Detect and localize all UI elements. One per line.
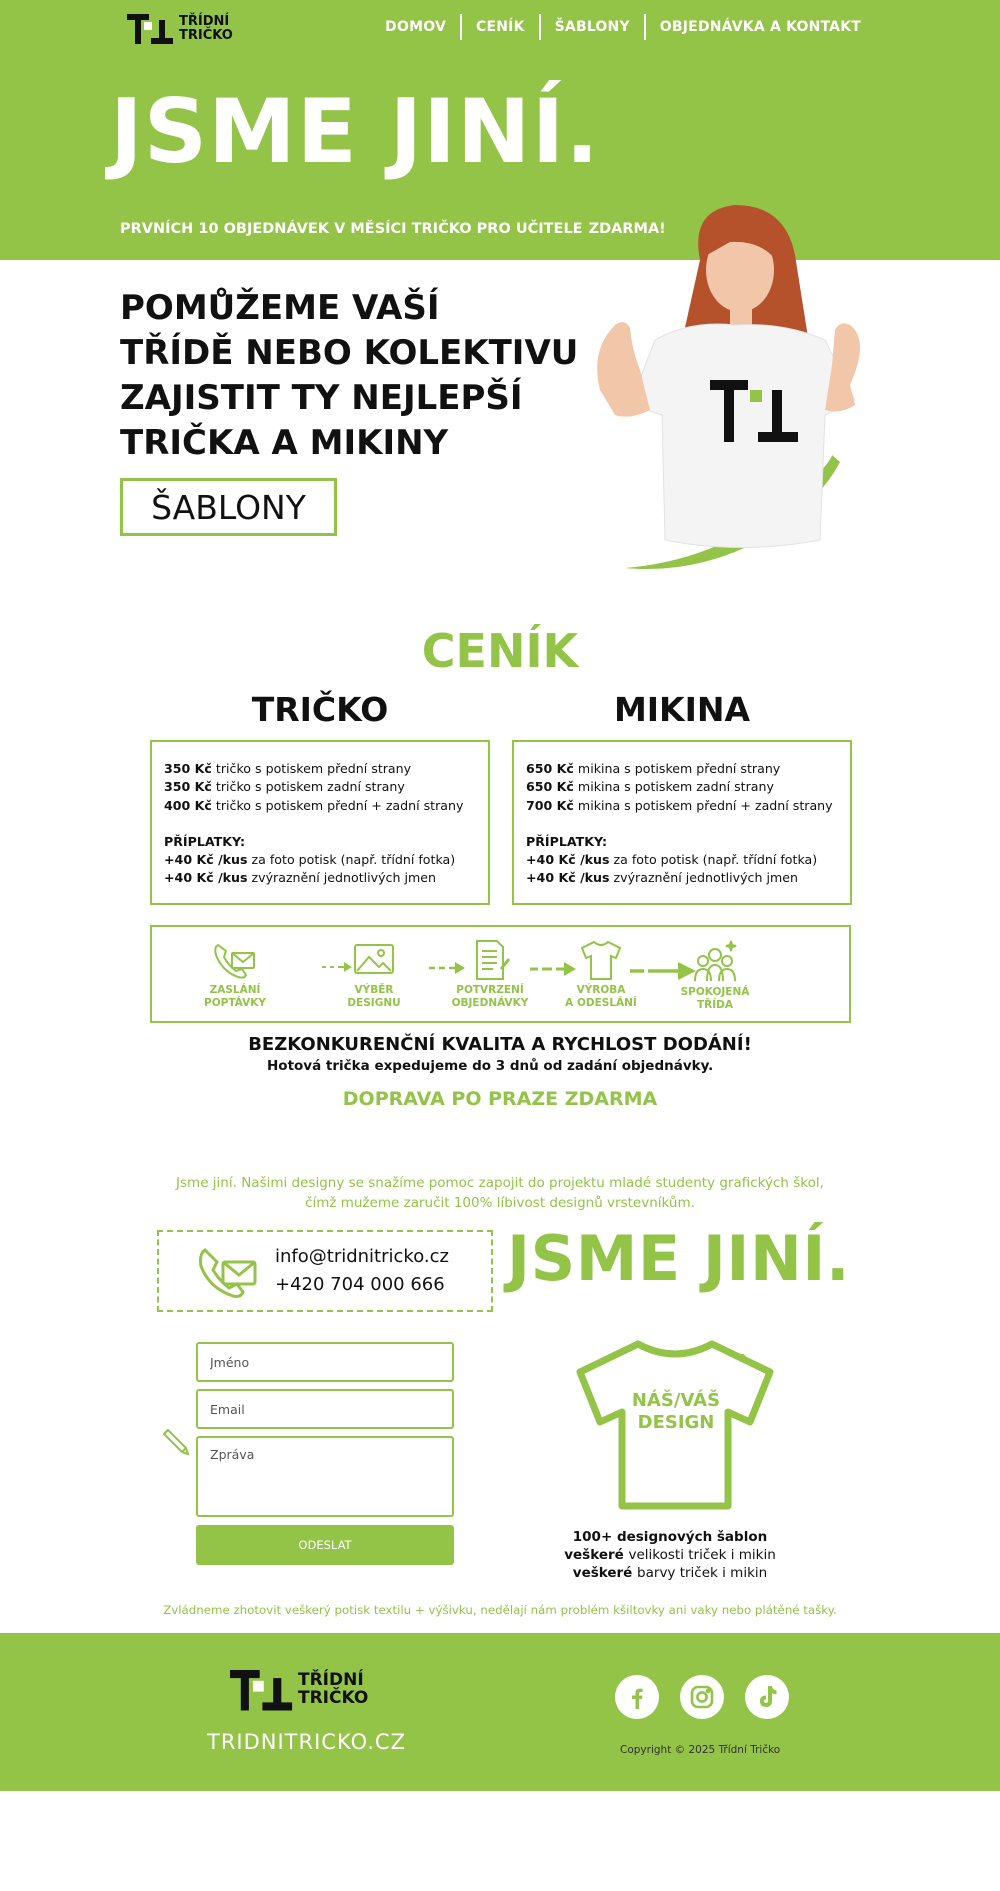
nav-objednavka[interactable]: OBJEDNÁVKA A KONTAKT bbox=[659, 19, 861, 35]
extra-price: +40 Kč /kus bbox=[526, 852, 610, 867]
about-text bbox=[150, 1173, 850, 1214]
logo-line-2: TRIČKO bbox=[179, 28, 233, 43]
price: 400 Kč bbox=[164, 797, 212, 813]
shipping-note: DOPRAVA PO PRAZE ZDARMA bbox=[342, 1088, 658, 1110]
step-label: TŘÍDA bbox=[697, 999, 733, 1012]
services-note: Zvládneme zhotovit veškerý potisk textilu + výšivku, nedělají nám problém kšiltovky ani vaky nebo plátěné tašky. bbox=[163, 1603, 837, 1617]
extra-price: +40 Kč /kus bbox=[164, 852, 248, 867]
image-icon bbox=[351, 939, 397, 981]
nav-domov[interactable]: DOMOV bbox=[385, 19, 446, 35]
extra-desc: zvýraznění jednotlivých jmen bbox=[251, 870, 436, 886]
contact-box bbox=[157, 1230, 493, 1312]
design-feature-bold: veškeré bbox=[572, 1565, 633, 1582]
hero-title: JSME JINÍ. bbox=[110, 80, 600, 183]
price-desc: mikina s potiskem přední + zadní strany bbox=[577, 797, 833, 813]
step-label: OBJEDNÁVKY bbox=[451, 997, 529, 1010]
email-field[interactable] bbox=[196, 1389, 454, 1429]
document-icon bbox=[467, 939, 513, 981]
extra-desc: za foto potisk (např. třídní fotka) bbox=[613, 852, 818, 867]
step-label: VÝBĚR bbox=[354, 984, 394, 996]
price-box-tricko bbox=[150, 740, 490, 905]
step-label: POTVRZENÍ bbox=[456, 984, 524, 996]
extra-price: +40 Kč /kus bbox=[526, 870, 610, 886]
process-step bbox=[180, 939, 290, 1010]
extras-title: PŘÍPLATKY: bbox=[164, 833, 246, 849]
price-desc: mikina s potiskem přední strany bbox=[577, 761, 781, 776]
price: 350 Kč bbox=[164, 779, 212, 795]
header-logo[interactable] bbox=[127, 14, 233, 44]
about-line: Jsme jiní. Našimi designy se snažíme pomoc zapojit do projektu mladé studenty grafických škol, bbox=[176, 1175, 824, 1191]
quality-subtitle: Hotová trička expedujeme do 3 dnů od zadání objednávky. bbox=[267, 1058, 714, 1074]
price: 650 Kč bbox=[526, 779, 574, 795]
nav-cenik[interactable]: CENÍK bbox=[476, 19, 525, 35]
price-desc: tričko s potiskem zadní strany bbox=[215, 779, 405, 795]
step-label: ZASLÁNÍ bbox=[209, 984, 261, 996]
logo-mark bbox=[127, 14, 173, 44]
price: 650 Kč bbox=[526, 761, 574, 776]
logo-mark bbox=[230, 1670, 292, 1711]
tshirt-icon bbox=[578, 939, 624, 981]
pricing-title: CENÍK bbox=[421, 624, 579, 678]
design-feature: 100+ designových šablon bbox=[572, 1529, 768, 1545]
submit-button[interactable]: ODESLAT bbox=[196, 1525, 454, 1565]
product-title-mikina: MIKINA bbox=[613, 690, 751, 729]
design-feature: velikosti triček i mikin bbox=[628, 1547, 776, 1564]
process-step bbox=[319, 939, 429, 1010]
extra-desc: za foto potisk (např. třídní fotka) bbox=[251, 852, 456, 867]
instagram-icon[interactable] bbox=[680, 1675, 724, 1719]
about-line: čímž mužeme zaručit 100% líbivost designů vrstevníkům. bbox=[305, 1195, 695, 1212]
logo-line-2: TRIČKO bbox=[298, 1688, 369, 1708]
footer bbox=[0, 1633, 1000, 1791]
logo-line-1: TŘÍDNÍ bbox=[298, 1670, 364, 1691]
step-label: POPTÁVKY bbox=[204, 997, 266, 1010]
step-label: SPOKOJENÁ bbox=[680, 986, 750, 998]
price-desc: tričko s potiskem přední + zadní strany bbox=[215, 797, 464, 813]
footer-logo[interactable] bbox=[230, 1670, 368, 1710]
price: 350 Kč bbox=[164, 761, 212, 776]
model-photo bbox=[570, 200, 890, 580]
extra-desc: zvýraznění jednotlivých jmen bbox=[613, 870, 798, 886]
price-box-mikina bbox=[512, 740, 852, 905]
hero-headline bbox=[120, 286, 578, 466]
design-features bbox=[520, 1528, 820, 1583]
quality-title: BEZKONKURENČNÍ KVALITA A RYCHLOST DODÁNÍ! bbox=[248, 1034, 752, 1055]
logo-line-1: TŘÍDNÍ bbox=[179, 14, 230, 30]
extras-title: PŘÍPLATKY: bbox=[526, 833, 608, 849]
tiktok-icon[interactable] bbox=[745, 1675, 789, 1719]
price: 700 Kč bbox=[526, 797, 574, 813]
phone-mail-icon bbox=[212, 939, 258, 981]
step-label: DESIGNU bbox=[347, 997, 401, 1010]
headline-line: TRIČKA A MIKINY bbox=[120, 422, 449, 463]
design-feature-bold: veškeré bbox=[564, 1547, 624, 1564]
design-feature: barvy triček i mikin bbox=[637, 1565, 768, 1582]
contact-email[interactable]: info@tridnitricko.cz bbox=[275, 1246, 449, 1267]
facebook-icon[interactable] bbox=[615, 1675, 659, 1719]
process-step bbox=[435, 939, 545, 1010]
headline-line: POMŮŽEME VAŠÍ bbox=[120, 288, 440, 328]
extra-price: +40 Kč /kus bbox=[164, 870, 248, 886]
phone-mail-icon bbox=[197, 1244, 259, 1302]
order-process bbox=[150, 925, 851, 1023]
step-label: A ODESLÁNÍ bbox=[565, 997, 637, 1010]
headline-line: TŘÍDĚ NEBO KOLEKTIVU bbox=[120, 332, 579, 373]
product-title-tricko: TRIČKO bbox=[251, 690, 389, 729]
hero-subtitle-text: PRVNÍCH 10 OBJEDNÁVEK V MĚSÍCI TRIČKO PRO UČITELE bbox=[120, 221, 583, 237]
slogan: JSME JINÍ. bbox=[507, 1222, 851, 1295]
happy-group-icon bbox=[691, 939, 739, 983]
name-field[interactable] bbox=[196, 1342, 454, 1382]
message-field[interactable] bbox=[196, 1436, 454, 1517]
hero-subtitle-bold: ZDARMA! bbox=[588, 221, 666, 237]
headline-line: ZAJISTIT TY NEJLEPŠÍ bbox=[120, 377, 523, 418]
nav-sablony[interactable]: ŠABLONY bbox=[554, 19, 630, 35]
main-nav bbox=[371, 14, 875, 40]
tshirt-line: DESIGN bbox=[637, 1411, 715, 1433]
design-tshirt-text bbox=[586, 1390, 766, 1433]
process-step bbox=[660, 939, 770, 1012]
step-label: VÝROBA bbox=[576, 984, 626, 996]
price-desc: mikina s potiskem zadní strany bbox=[577, 779, 774, 795]
pencil-icon bbox=[160, 1428, 192, 1458]
copyright: Copyright © 2025 Třídní Tričko bbox=[620, 1744, 781, 1756]
sablony-button[interactable]: ŠABLONY bbox=[120, 478, 337, 536]
contact-phone[interactable]: +420 704 000 666 bbox=[275, 1274, 445, 1295]
price-desc: tričko s potiskem přední strany bbox=[215, 761, 412, 776]
footer-url[interactable]: TRIDNITRICKO.CZ bbox=[207, 1730, 406, 1754]
tshirt-line: NÁŠ/VÁŠ bbox=[631, 1390, 721, 1411]
